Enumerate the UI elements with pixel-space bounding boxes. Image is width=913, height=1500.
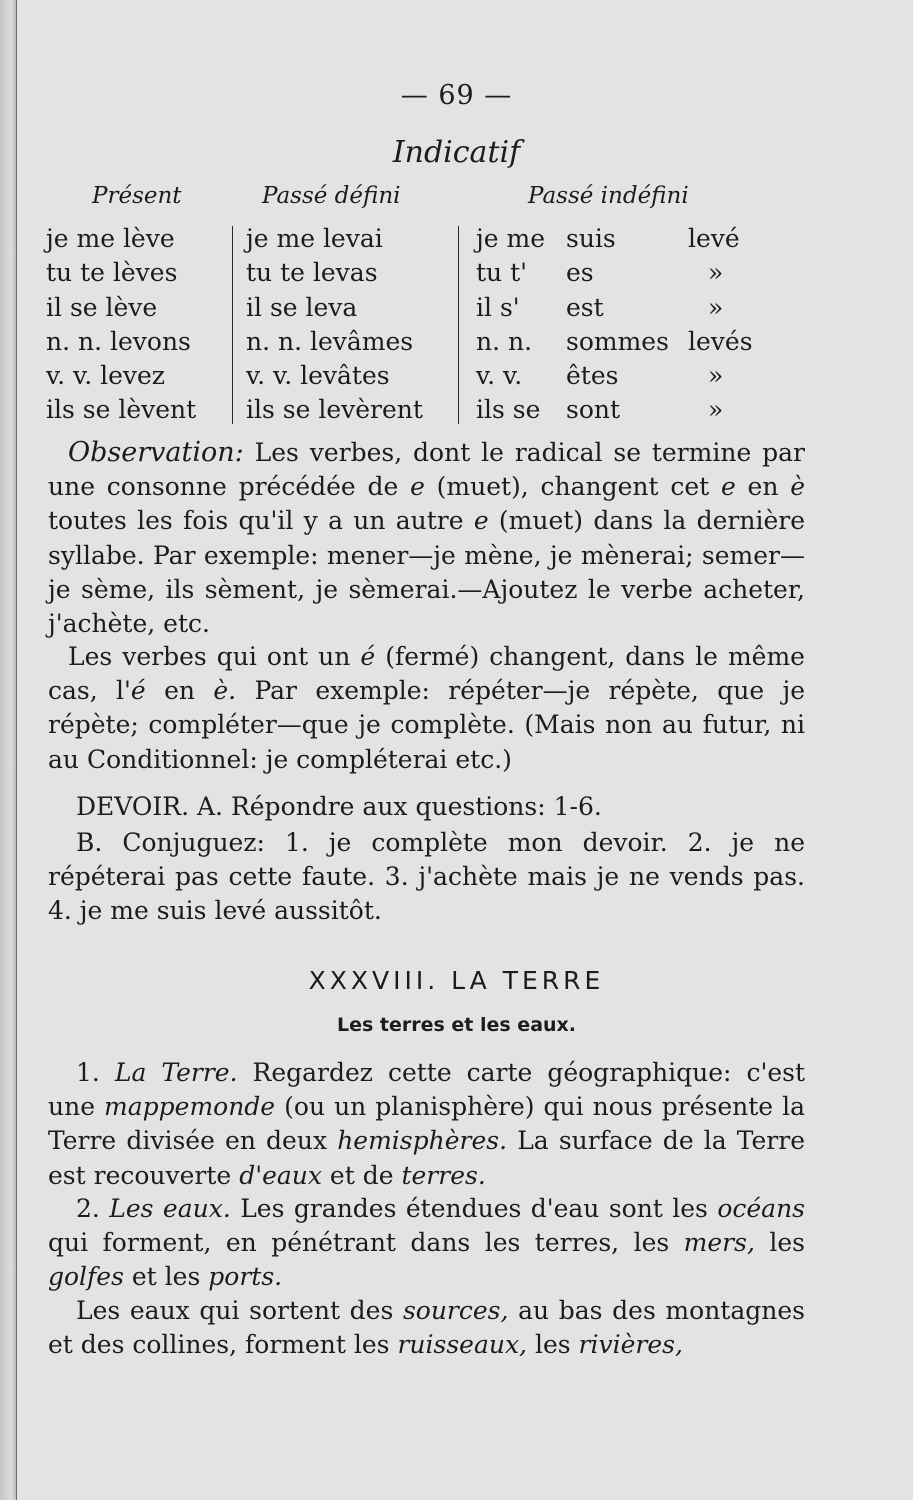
text-run: e	[410, 472, 425, 502]
lesson-paragraph-1	[48, 1056, 805, 1193]
text-run: océans	[717, 1194, 805, 1223]
devoir-line-a: DEVOIR. A. Répondre aux questions: 1-6.	[76, 792, 602, 821]
header-present: Présent	[92, 183, 182, 209]
text-run: sources,	[402, 1296, 509, 1325]
text-run: et les	[131, 1262, 201, 1292]
text-run: golfes	[48, 1262, 124, 1292]
passe-indefini-participle: »	[708, 361, 724, 391]
text-run: Les eaux.	[109, 1194, 231, 1223]
observation-paragraph	[48, 436, 805, 641]
text-run: au bas des montagnes et des collines, forment les	[48, 1296, 805, 1360]
passe-indefini-aux-column	[566, 222, 669, 428]
conjugation-table	[46, 222, 806, 428]
text-run: é	[360, 642, 376, 671]
header-passe-indefini: Passé indéfini	[528, 183, 689, 209]
text-run: et de	[329, 1160, 394, 1190]
text-run: en	[164, 676, 195, 706]
present-row: n. n. levons	[46, 326, 191, 356]
text-run: mers,	[683, 1228, 755, 1258]
text-run: Les verbes qui ont un	[68, 642, 351, 671]
passe-indefini-aux: sommes	[566, 326, 669, 356]
text-run: ruisseaux,	[397, 1330, 528, 1360]
passe-indefini-pronoun: ils se	[476, 395, 541, 425]
text-run: Les eaux qui sortent des	[76, 1296, 394, 1325]
text-run: mappemonde	[104, 1092, 276, 1122]
text-run: rivières,	[578, 1330, 683, 1360]
passe-indefini-participle: »	[708, 395, 724, 425]
text-run: les	[769, 1228, 805, 1258]
text-run: toutes les fois qu'il y a un autre	[48, 506, 464, 536]
section-subtitle: Les terres et les eaux.	[336, 1014, 577, 1036]
passe-defini-row: tu te levas	[246, 258, 378, 288]
passe-indefini-aux: sont	[566, 395, 621, 425]
present-row: tu te lèves	[46, 258, 178, 288]
text-run: en	[747, 472, 779, 502]
text-run: terres.	[401, 1160, 486, 1190]
passe-defini-row: n. n. levâmes	[246, 326, 414, 356]
text-run: 2.	[76, 1194, 100, 1223]
passe-defini-column	[246, 222, 423, 428]
passe-indefini-pronoun: tu t'	[476, 258, 528, 288]
observation-title: Observation:	[68, 437, 244, 468]
passe-defini-row: il se leva	[246, 292, 358, 322]
passe-indefini-pronoun: il s'	[476, 292, 520, 322]
observation-paragraph-2	[48, 640, 805, 777]
book-binding-edge	[0, 0, 17, 1500]
passe-indefini-participle-column	[688, 222, 753, 428]
passe-indefini-participle: »	[708, 258, 724, 288]
mood-heading: Indicatif	[392, 135, 521, 170]
text-run: è.	[213, 676, 237, 706]
text-run: Les grandes étendues d'eau sont les	[240, 1194, 708, 1223]
passe-indefini-participle: »	[708, 292, 724, 322]
text-run: (muet) dans la dernière syllabe. Par exemple: mener—je mène, je mènerai; semer—je sème, ils sèment, je sèmerai.—Ajoutez le verbe acheter, j'achète, etc.	[48, 506, 805, 639]
text-run: les	[534, 1330, 571, 1360]
section-title: XXXVIII. LA TERRE	[308, 966, 605, 995]
text-run: Regardez cette carte géographique: c'est une	[48, 1058, 806, 1122]
passe-indefini-pronoun: n. n.	[476, 326, 533, 356]
text-run: La Terre.	[114, 1058, 238, 1087]
text-run: qui forment, en pénétrant dans les terres, les	[48, 1228, 670, 1258]
passe-defini-row: v. v. levâtes	[246, 361, 390, 391]
text-run: d'eaux	[239, 1160, 322, 1190]
present-row: ils se lèvent	[46, 395, 197, 425]
passe-indefini-pronoun: v. v.	[476, 361, 523, 391]
passe-indefini-aux: êtes	[566, 361, 619, 391]
devoir-line-b: B. Conjuguez: 1. je complète mon devoir. 2. je ne répéterai pas cette faute. 3. j'achète mais je ne vends pas. 4. je me suis levé aussitôt.	[48, 828, 805, 926]
present-row: v. v. levez	[46, 361, 165, 391]
passe-indefini-pronoun: je me	[476, 224, 545, 253]
passe-defini-row: je me levai	[246, 224, 383, 253]
text-run: ports.	[208, 1262, 283, 1292]
lesson-paragraph-2	[48, 1192, 805, 1295]
text-run: è	[790, 472, 806, 502]
text-run: (ou un planisphère) qui nous présente la Terre divisée en deux	[48, 1092, 806, 1156]
column-divider	[232, 226, 233, 424]
page-number: — 69 —	[400, 80, 513, 111]
passe-indefini-aux: es	[566, 258, 594, 288]
text-run: La surface de la Terre est recouverte	[48, 1126, 805, 1190]
text-run: Par exemple: répéter—je répète, que je répète; compléter—que je complète. (Mais non au futur, ni au Conditionnel: je compléterai etc.)	[48, 676, 806, 774]
text-run: Les verbes, dont le radical se termine par une consonne précédée de	[48, 438, 805, 502]
header-passe-defini: Passé défini	[262, 183, 401, 209]
text-run: (fermé) changent, dans le même cas, l'	[48, 642, 805, 706]
text-run: (muet), changent cet	[436, 472, 710, 502]
present-column	[46, 222, 196, 428]
lesson-paragraph-3	[48, 1294, 805, 1362]
present-row: il se lève	[46, 292, 158, 322]
passe-indefini-participle: levé	[688, 224, 740, 253]
present-row: je me lève	[46, 224, 175, 253]
passe-indefini-pronoun-column	[476, 222, 545, 428]
passe-indefini-aux: suis	[566, 224, 616, 253]
passe-indefini-participle: levés	[688, 326, 753, 356]
text-run: e	[473, 506, 489, 536]
passe-indefini-aux: est	[566, 292, 604, 322]
passe-defini-row: ils se levèrent	[246, 395, 423, 425]
text-run: e	[720, 472, 736, 502]
text-run: é	[130, 676, 146, 706]
text-run: hemisphères.	[337, 1126, 508, 1156]
text-run: 1.	[76, 1058, 100, 1087]
column-divider	[458, 226, 459, 424]
